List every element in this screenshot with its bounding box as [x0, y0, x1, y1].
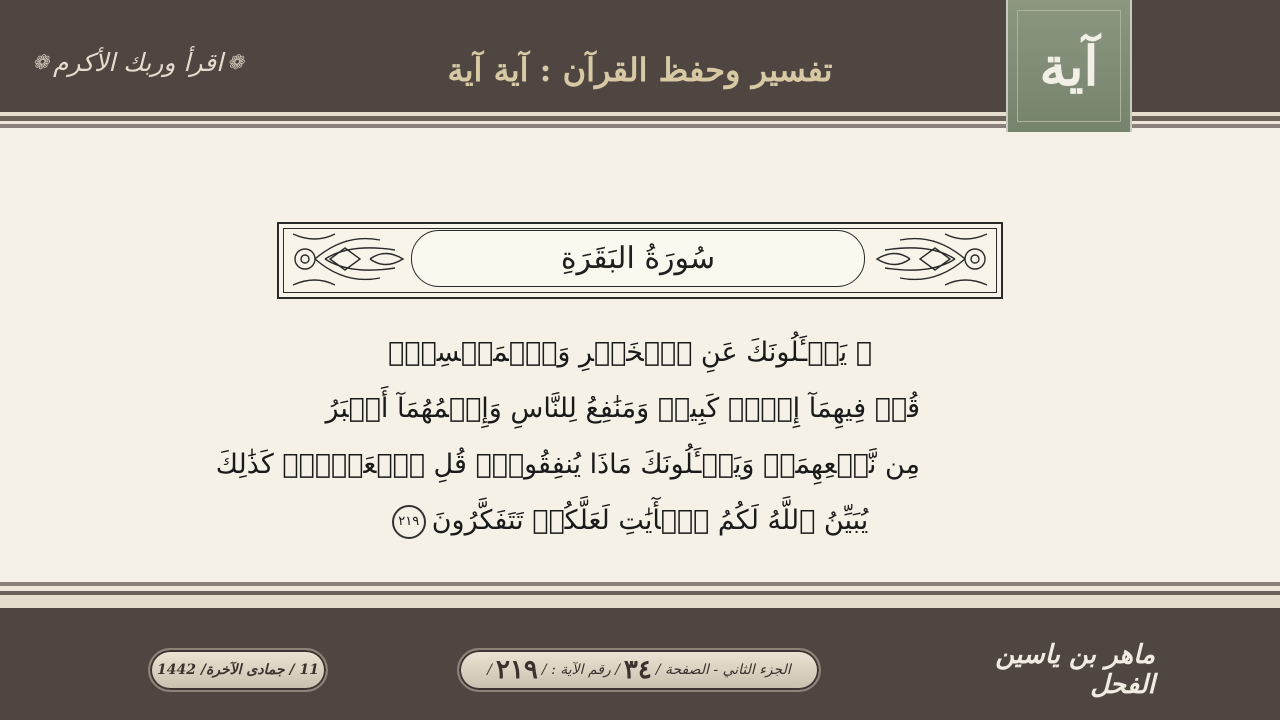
- surah-name: سُورَةُ البَقَرَةِ: [560, 241, 716, 276]
- verse-line-4-text: يُبَيِّنُ ٱللَّهُ لَكُمُ ٱلۡأٓيَٰتِ لَعَلَّكُمۡ تَتَفَكَّرُونَ: [431, 505, 869, 536]
- logo-text: آية: [1017, 10, 1121, 122]
- ayah-number-badge: ٢١٩: [392, 505, 426, 539]
- divider: [0, 595, 1280, 608]
- author-signature: ماهر بن ياسين الفحل: [995, 640, 1155, 700]
- verse-text: [215, 325, 920, 555]
- surah-cartouche: [411, 230, 865, 287]
- verse-line-3: مِن نَّفۡعِهِمَاۗ وَيَسۡـَٔلُونَكَ مَاذَا يُنفِقُونَۖ قُلِ ٱلۡعَفۡوَۗ كَذَٰلِكَ: [215, 449, 920, 480]
- surah-banner: [277, 222, 1003, 299]
- slogan-text: اقرأ وربك الأكرم: [52, 47, 224, 77]
- verse-line-1: ۞ يَسۡـَٔلُونَكَ عَنِ ٱلۡخَمۡرِ وَٱلۡمَيۡسِرِۖ: [388, 337, 872, 368]
- page-title: تفسير وحفظ القرآن : آية آية: [447, 51, 833, 89]
- header-slogan: [28, 40, 248, 84]
- ornament-icon: ❁: [32, 50, 49, 74]
- channel-logo: [1006, 0, 1132, 132]
- page-number: ٣٤: [623, 655, 652, 685]
- ornament-icon: ❁: [227, 50, 244, 74]
- juz-page-label: الجزء الثاني - الصفحة /: [655, 662, 791, 678]
- hijri-date: 11 / جمادى الآخرة/ 1442: [157, 662, 319, 678]
- verse-line-2: قُلۡ فِيهِمَآ إِثۡمٞ كَبِيرٞ وَمَنَٰفِعُ لِلنَّاسِ وَإِثۡمُهُمَآ أَكۡبَرُ: [325, 393, 920, 424]
- verse-info-pill: [457, 648, 821, 692]
- date-pill: [148, 648, 328, 692]
- arabesque-left-icon: [285, 228, 405, 291]
- verse-line-4: [340, 493, 920, 549]
- arabesque-right-icon: [875, 228, 995, 291]
- ayah-number-label: / رقم الآية : /: [541, 662, 620, 678]
- ayah-number: ٢١٩: [496, 655, 538, 685]
- info-suffix: /: [487, 662, 492, 678]
